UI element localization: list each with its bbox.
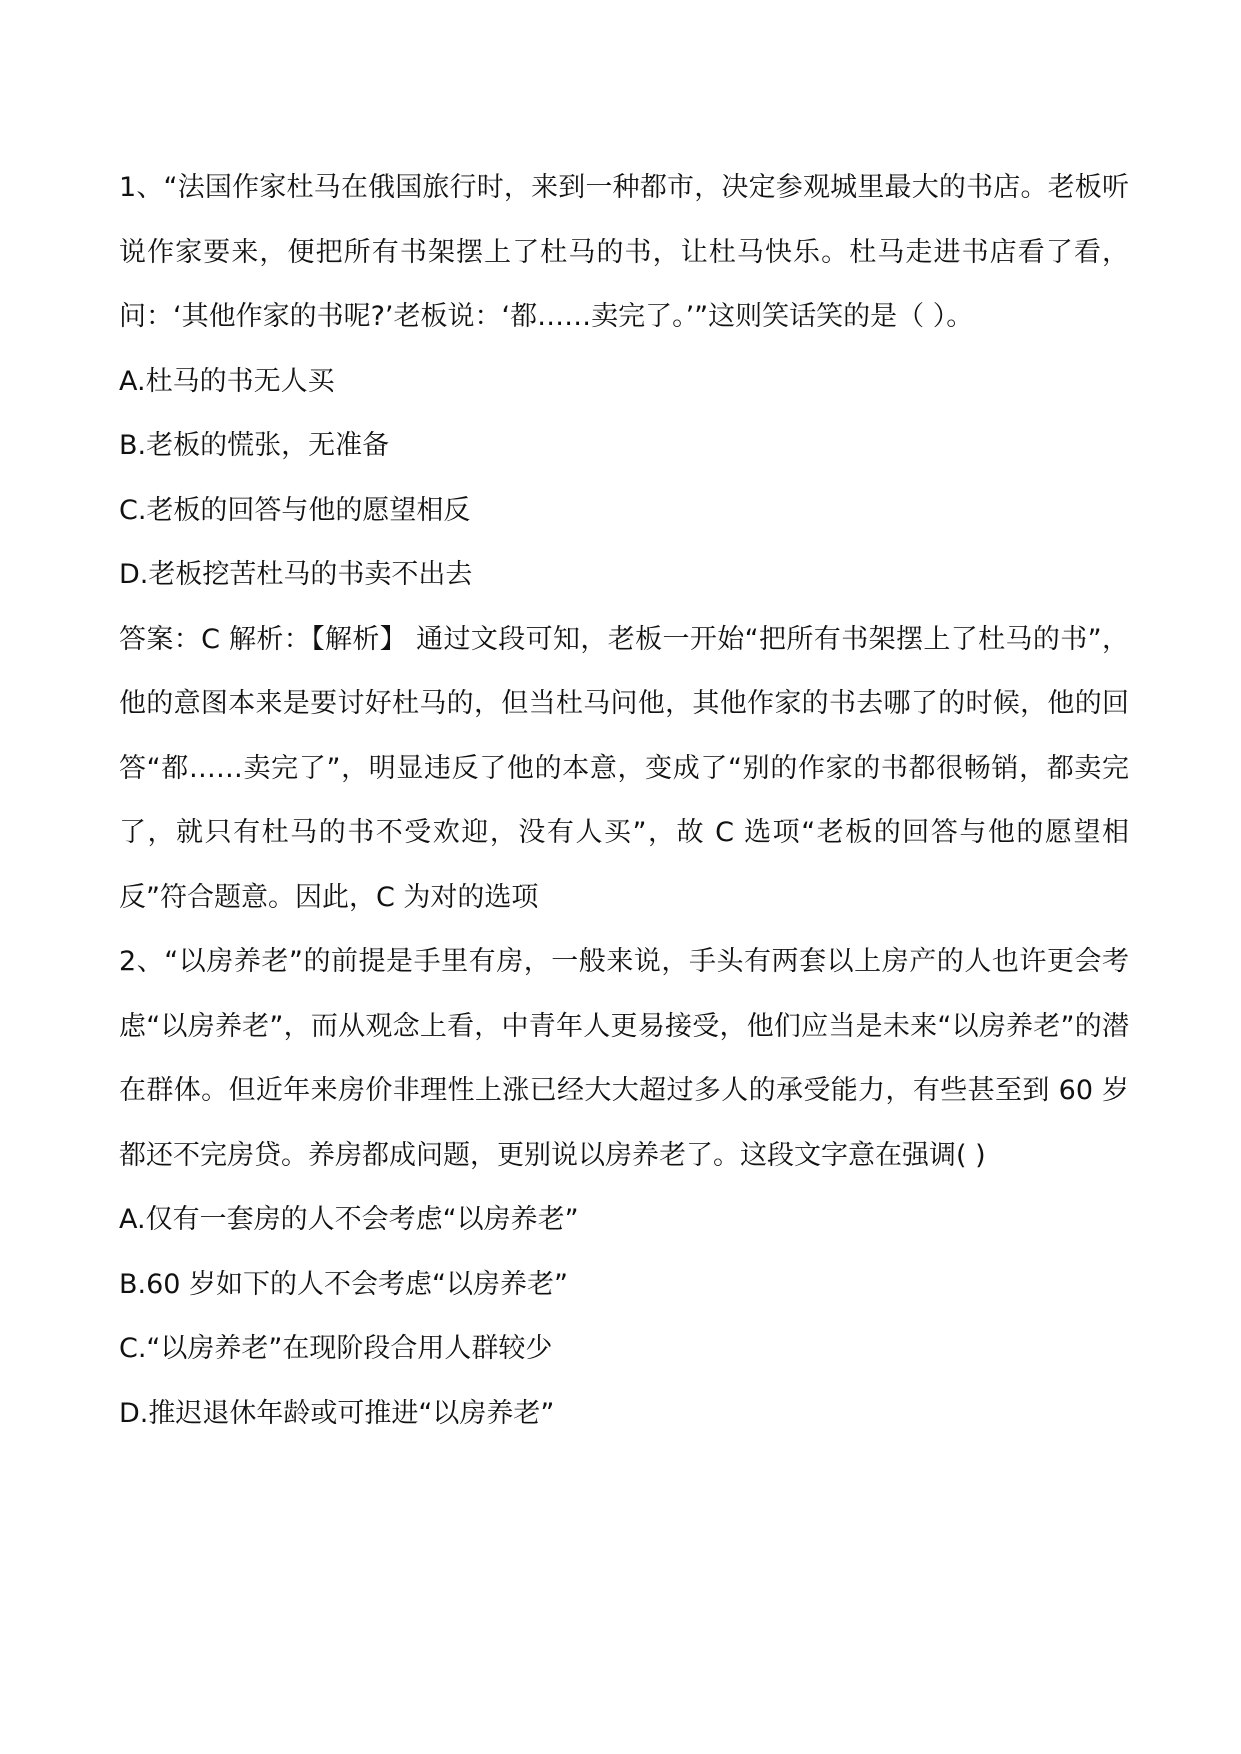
question-1-stem: 1、“法国作家杜马在俄国旅行时，来到一种都市，决定参观城里最大的书店。老板听说作家要来，便把所有书架摆上了杜马的书，让杜马快乐。杜马走进书店看了看，问：‘其他作家的书呢?’老板说：‘都……卖完了。’”这则笑话笑的是（ ）。: [119, 172, 1129, 332]
question-1-answer-explanation: 答案：C 解析：【解析】 通过文段可知，老板一开始“把所有书架摆上了杜马的书”，他的意图本来是要讨好杜马的，但当杜马问他，其他作家的书去哪了的时候，他的回答“都……卖完了”，明显违反了他的本意，变成了“别的作家的书都很畅销，都卖完了，就只有杜马的书不受欢迎，没有人买”，故 C 选项“老板的回答与他的愿望相反”符合题意。因此，C 为对的选项: [119, 623, 1129, 913]
question-1-option-b: B.老板的慌张，无准备: [119, 430, 390, 461]
question-2-option-d: D.推迟退休年龄或可推进“以房养老”: [119, 1397, 555, 1429]
question-2-stem: 2、“以房养老”的前提是手里有房，一般来说，手头有两套以上房产的人也许更会考虑“以房养老”，而从观念上看，中青年人更易接受，他们应当是未来“以房养老”的潜在群体。但近年来房价非理性上涨已经大大超过多人的承受能力，有些甚至到 60 岁都还不完房贷。养房都成问题，更别说以房养老了。这段文字意在强调( ): [119, 946, 1129, 1171]
question-1-option-a: A.杜马的书无人买: [119, 365, 335, 397]
question-1-option-d: D.老板挖苦杜马的书卖不出去: [119, 559, 473, 590]
question-2-option-a: A.仅有一套房的人不会考虑“以房养老”: [119, 1204, 579, 1235]
question-1: [119, 156, 1129, 930]
question-2: [119, 930, 1129, 1446]
question-2-option-b: B.60 岁如下的人不会考虑“以房养老”: [119, 1268, 569, 1300]
question-1-option-c: C.老板的回答与他的愿望相反: [119, 494, 471, 526]
question-2-option-c: C.“以房养老”在现阶段合用人群较少: [119, 1333, 553, 1364]
document-body: [119, 156, 1129, 1446]
